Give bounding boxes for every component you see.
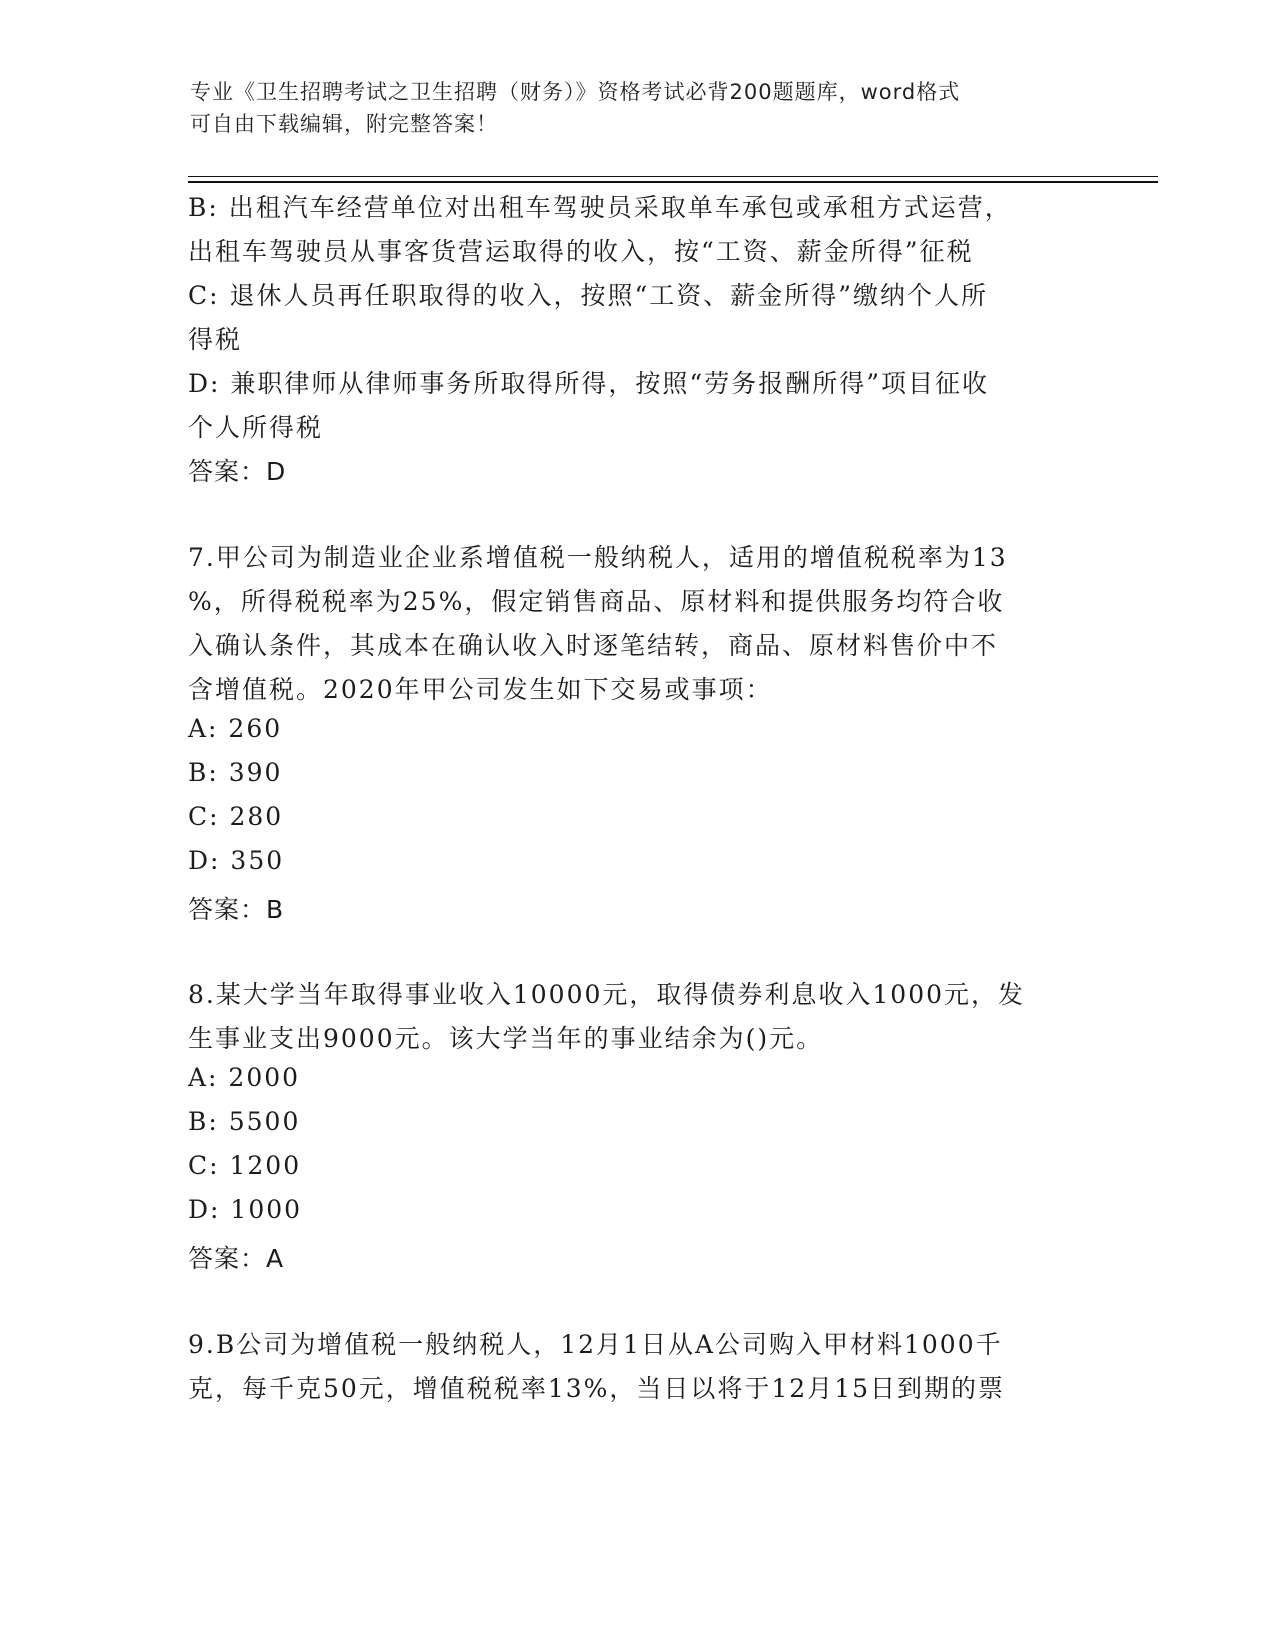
question-7-option-a: A: 260 (188, 714, 283, 743)
question-8-option-d: D: 1000 (188, 1195, 303, 1224)
question-7-option-c: C: 280 (188, 802, 284, 831)
question-7-option-d: D: 350 (188, 846, 285, 875)
header-title (190, 76, 1090, 140)
question-7-option-b: B: 390 (188, 758, 283, 787)
question-9-stem-line: 9.B公司为增值税一般纳税人，12月1日从A公司购入甲材料1000千 (188, 1330, 1003, 1359)
question-9-stem-line: 克，每千克50元，增值税税率13%，当日以将于12月15日到期的票 (188, 1374, 1006, 1403)
question-6-line: C: 退休人员再任职取得的收入，按照“工资、薪金所得”缴纳个人所 (188, 281, 989, 310)
question-7-stem-line: 含增值税。2020年甲公司发生如下交易或事项： (188, 675, 773, 704)
question-7-answer: 答案：B (188, 895, 285, 924)
header-rule-thin (188, 176, 1158, 177)
question-7-stem-line: 7.甲公司为制造业企业系增值税一般纳税人，适用的增值税税率为13 (188, 543, 1008, 572)
question-7-stem-line: 入确认条件，其成本在确认收入时逐笔结转，商品、原材料售价中不 (188, 631, 999, 660)
question-6-line: 得税 (188, 325, 243, 354)
question-6-line: 出租车驾驶员从事客货营运取得的收入，按“工资、薪金所得”征税 (188, 237, 974, 266)
question-8-option-a: A: 2000 (188, 1063, 301, 1092)
header-line-2: 可自由下载编辑，附完整答案！ (190, 112, 498, 136)
question-8-stem-line: 8.某大学当年取得事业收入10000元，取得债券利息收入1000元，发 (188, 980, 1026, 1009)
question-7-stem-line: %，所得税税率为25%，假定销售商品、原材料和提供服务均符合收 (188, 587, 1005, 616)
question-6-line: B: 出租汽车经营单位对出租车驾驶员采取单车承包或承租方式运营， (188, 193, 1012, 222)
question-8-option-b: B: 5500 (188, 1107, 301, 1136)
question-6-line: 个人所得税 (188, 413, 324, 442)
question-6-line: D: 兼职律师从律师事务所取得所得，按照“劳务报酬所得”项目征收 (188, 369, 989, 398)
question-8-stem-line: 生事业支出9000元。该大学当年的事业结余为()元。 (188, 1024, 824, 1053)
question-6-answer: 答案：D (188, 457, 287, 486)
question-8-option-c: C: 1200 (188, 1151, 302, 1180)
header-rule-thick (188, 181, 1158, 183)
question-8-answer: 答案：A (188, 1244, 285, 1273)
header-line-1: 专业《卫生招聘考试之卫生招聘（财务）》资格考试必背200题题库，word格式 (190, 80, 961, 104)
